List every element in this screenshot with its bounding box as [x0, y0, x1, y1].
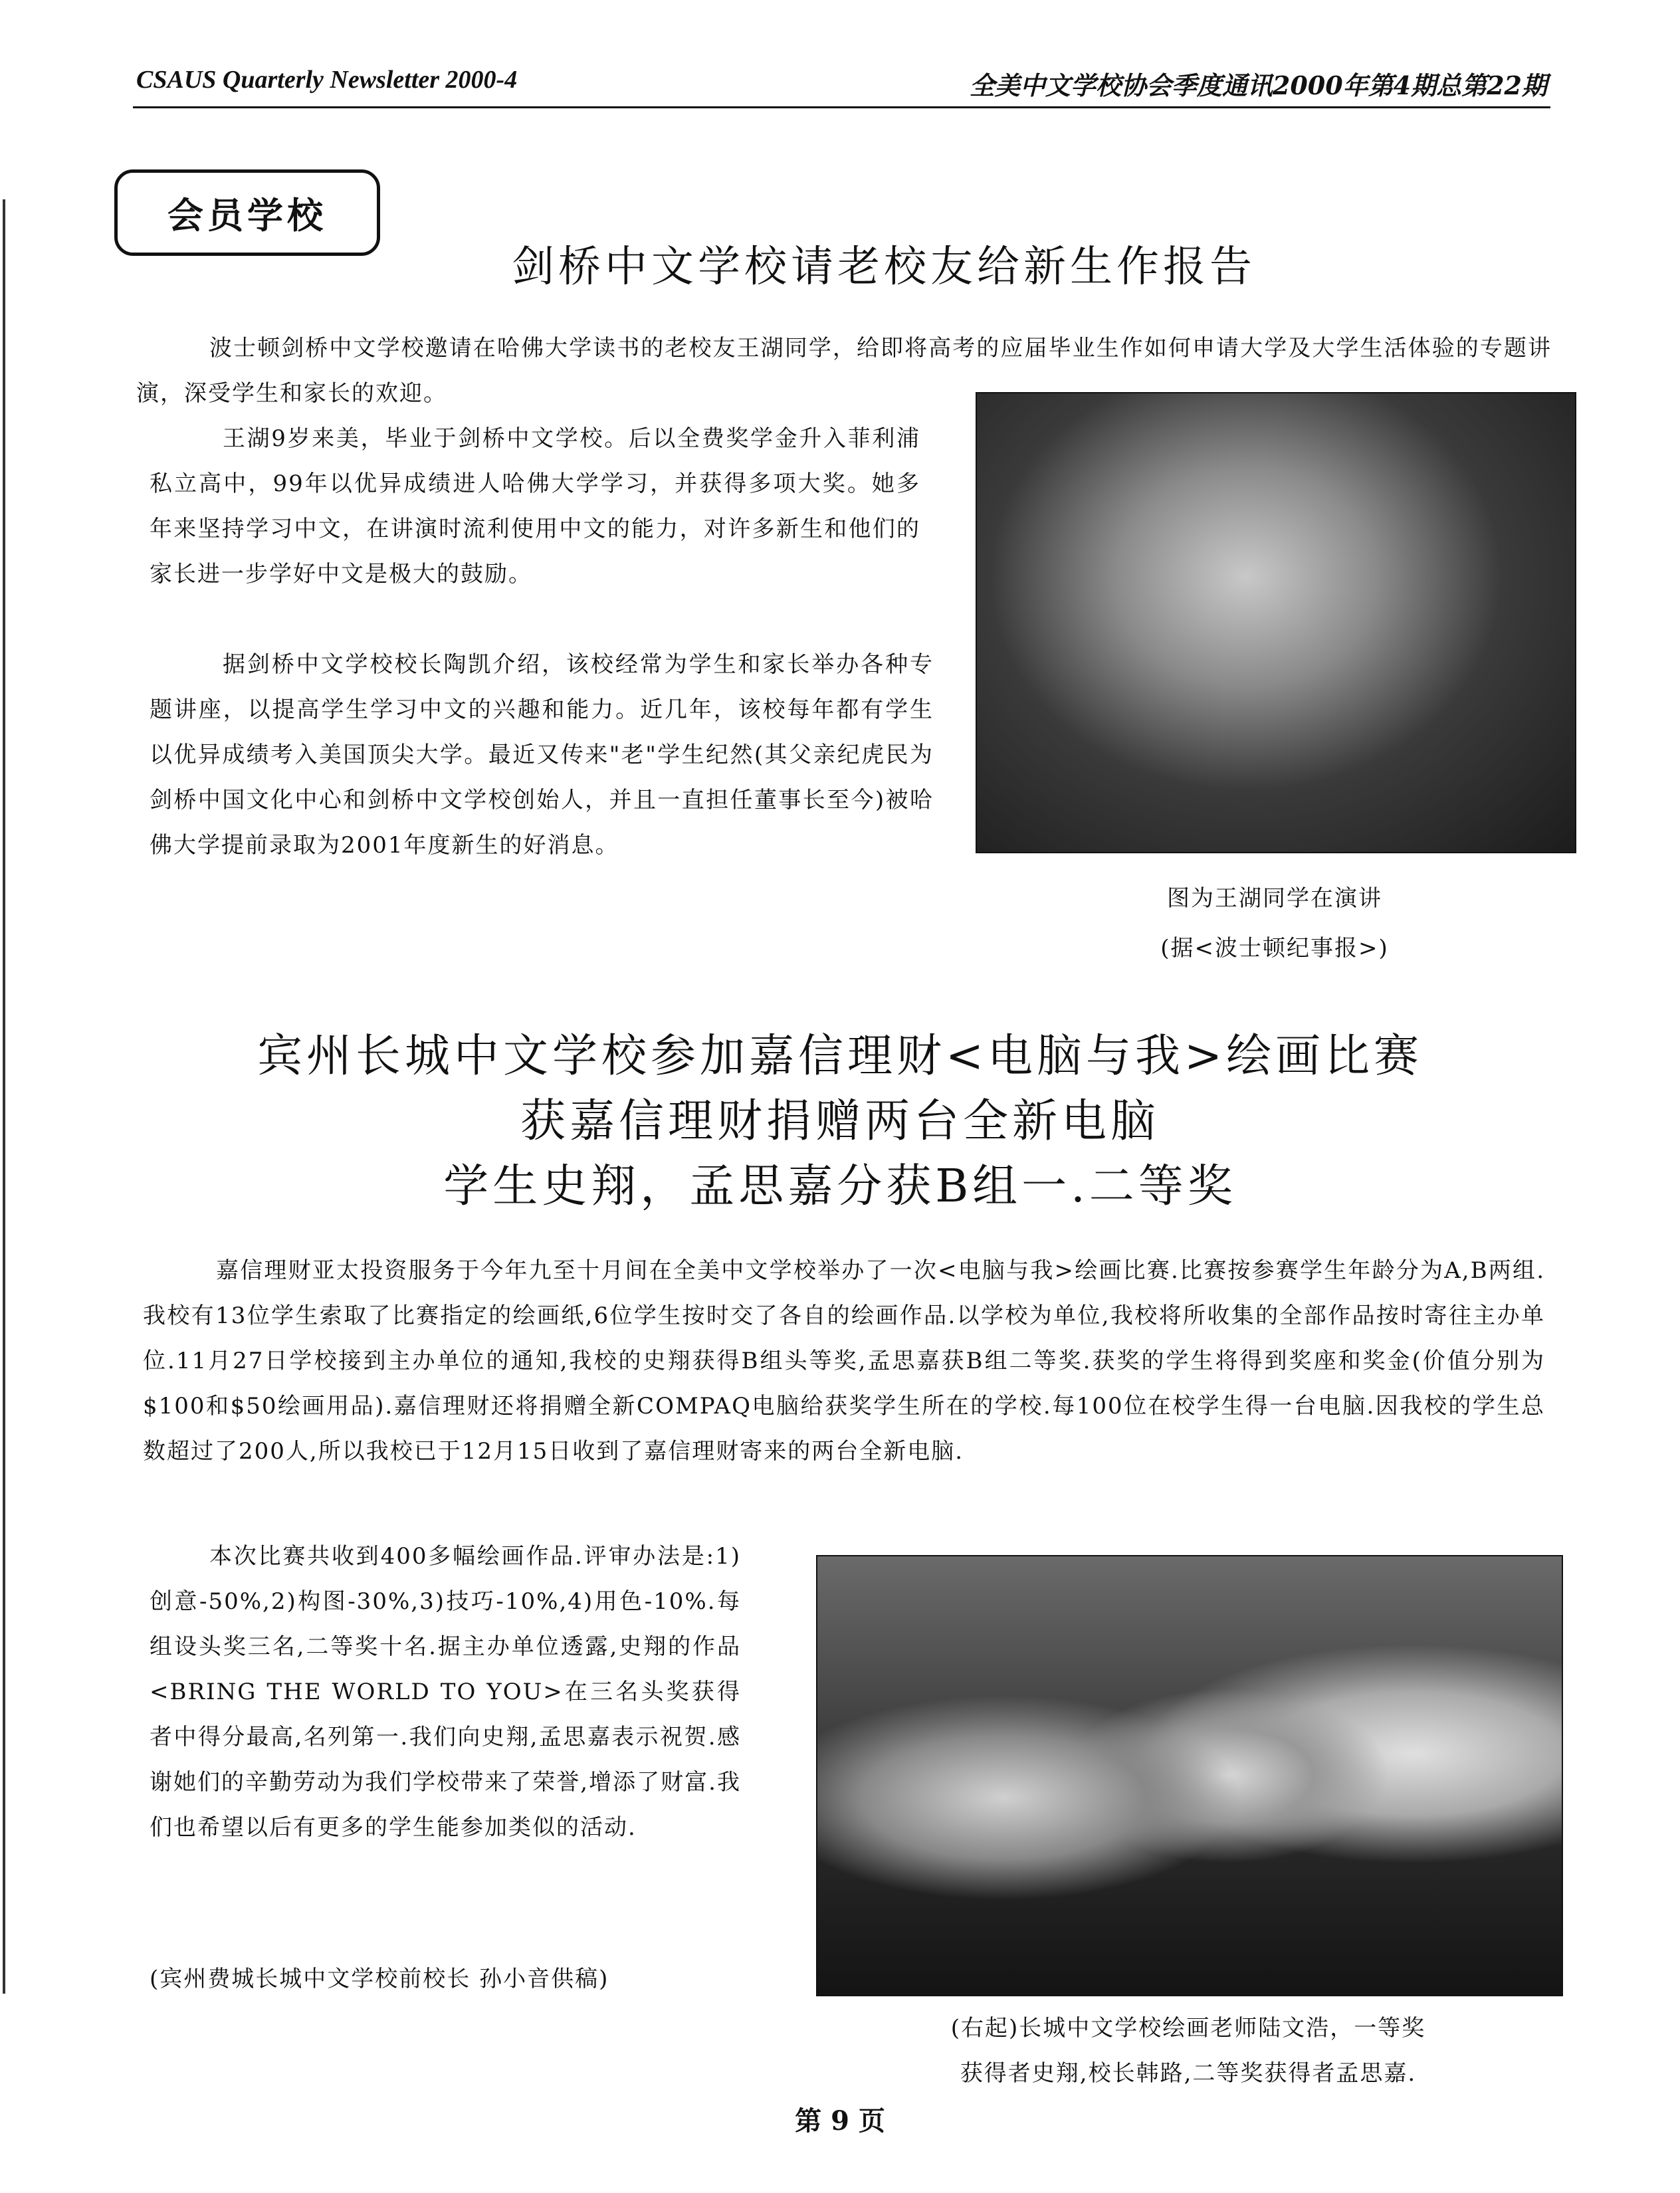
photo-caption: (右起)长城中文学校绘画老师陆文浩，一等奖	[950, 2015, 1426, 2041]
article2-subtitle: 获嘉信理财捐赠两台全新电脑	[520, 1095, 1160, 1148]
photo-caption: 图为王湖同学在演讲	[1167, 885, 1382, 912]
article2-paragraph: 嘉信理财亚太投资服务于今年九至十月间在全美中文学校举办了一次<电脑与我>绘画比赛.比赛按参赛学生年龄分为A,B两组.我校有13位学生索取了比赛指定的绘画纸,6位学生按时交了各自的绘画作品.以学校为单位,我校将所收集的全部作品按时寄往主办单位.11月27日学校接到主办单位的通知,我校的史翔获得B组头等奖,孟思嘉获B组二等奖.获奖的学生将得到奖座和奖金(价值分别为$100和$50绘画用品).嘉信理财还将捐赠全新COMPAQ电脑给获奖学生所在的学校.每100位在校学生得一台电脑.因我校的学生总数超过了200人,所以我校已于12月15日收到了嘉信理财寄来的两台全新电脑.	[143, 1257, 1545, 1465]
article2-title: 宾州长城中文学校参加嘉信理财<电脑与我>绘画比赛	[257, 1030, 1423, 1083]
article1-intro: 波士顿剑桥中文学校邀请在哈佛大学读书的老校友王湖同学，给即将高考的应届毕业生作如何申请大学及大学生活体验的专题讲演，深受学生和家长的欢迎。	[136, 335, 1552, 407]
page-number: 第 9 页	[795, 2105, 885, 2137]
section-badge: 会员学校	[114, 169, 380, 256]
article1-paragraph: 据剑桥中文学校校长陶凯介绍，该校经常为学生和家长举办各种专题讲座，以提高学生学习中文的兴趣和能力。近几年，该校每年都有学生以优异成绩考入美国顶尖大学。最近又传来"老"学生纪然(其父亲纪虎民为剑桥中国文化中心和剑桥中文学校创始人，并且一直担任董事长至今)被哈佛大学提前录取为2001年度新生的好消息。	[150, 651, 934, 859]
article2-signature: (宾州费城长城中文学校前校长 孙小音供稿)	[150, 1966, 609, 1992]
newsletter-issue: 全美中文学校协会季度通讯2000年第4期总第22期	[969, 70, 1547, 100]
group-photo	[816, 1555, 1563, 1996]
article1-paragraph: 王湖9岁来美，毕业于剑桥中文学校。后以全费奖学金升入菲利浦私立高中，99年以优异成绩进人哈佛大学学习，并获得多项大奖。她多年来坚持学习中文，在讲演时流利使用中文的能力，对许多新生和他们的家长进一步学好中文是极大的鼓励。	[150, 425, 920, 587]
article2-paragraph: 本次比赛共收到400多幅绘画作品.评审办法是:1)创意-50%,2)构图-30%,3)技巧-10%,4)用色-10%.每组设头奖三名,二等奖十名.据主办单位透露,史翔的作品<BRING THE WORLD TO YOU>在三名头奖获得者中得分最高,名列第一.我们向史翔,孟思嘉表示祝贺.感谢她们的辛勤劳动为我们学校带来了荣誉,增添了财富.我们也希望以后有更多的学生能参加类似的活动.	[150, 1543, 741, 1841]
article2-subtitle: 学生史翔，孟思嘉分获B组一.二等奖	[443, 1160, 1237, 1213]
photo-credit: (据<波士顿纪事报>)	[1160, 935, 1389, 962]
header-rule	[133, 106, 1550, 108]
speaker-photo	[976, 392, 1576, 853]
article1-title: 剑桥中文学校请老校友给新生作报告	[512, 243, 1256, 292]
photo-caption: 获得者史翔,校长韩路,二等奖获得者孟思嘉.	[960, 2060, 1417, 2087]
newsletter-name: CSAUS Quarterly Newsletter 2000-4	[136, 66, 518, 94]
